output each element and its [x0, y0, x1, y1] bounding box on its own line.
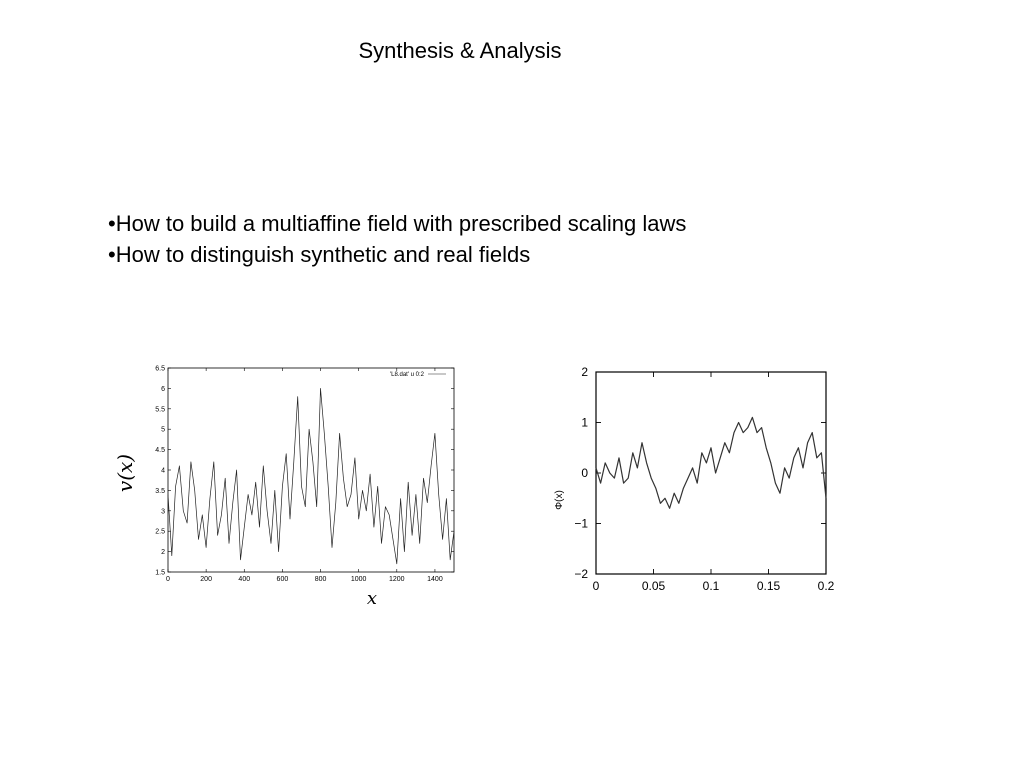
- bullet-list: [108, 208, 686, 270]
- x-tick-label: 200: [200, 576, 212, 583]
- bullet-item: •How to distinguish synthetic and real fields: [108, 242, 531, 267]
- x-tick-label: 400: [238, 576, 251, 583]
- y-axis-label: Φ(x): [554, 490, 565, 510]
- plot-frame: [168, 368, 454, 572]
- y-tick-label: 1.5: [155, 569, 165, 577]
- y-tick-label: 5.5: [155, 406, 165, 414]
- y-tick-label: 6.5: [155, 365, 165, 373]
- y-tick-label: 5: [161, 426, 165, 434]
- x-tick-label: 0: [592, 579, 600, 593]
- x-tick-label: 0.1: [702, 579, 720, 593]
- y-tick-label: 3.5: [155, 487, 165, 495]
- series-line: [168, 388, 454, 563]
- y-tick-label: 0: [581, 466, 588, 480]
- y-tick-label: 2: [581, 365, 588, 379]
- x-tick-label: 0.05: [641, 579, 666, 593]
- y-tick-label: 2.5: [155, 528, 165, 536]
- y-tick-label: 1: [581, 415, 588, 430]
- y-tick-label: 4: [161, 467, 165, 475]
- x-tick-label: 600: [276, 576, 289, 583]
- plot-frame: [596, 372, 826, 574]
- x-tick-label: 0.2: [817, 579, 835, 593]
- y-tick-label: −1: [574, 516, 588, 531]
- y-tick-label: 2: [161, 549, 165, 557]
- x-tick-label: 1000: [350, 576, 367, 583]
- y-axis-label: v(x): [113, 453, 137, 493]
- legend-label: 'L8.dat' u 0:2: [390, 372, 424, 378]
- velocity-chart: [110, 355, 470, 615]
- phi-chart: [540, 360, 850, 600]
- y-tick-label: 3: [161, 508, 165, 516]
- x-tick-label: 0.15: [756, 579, 781, 593]
- x-axis-label: x: [366, 588, 378, 609]
- y-tick-label: 6: [161, 385, 165, 393]
- y-tick-label: −2: [574, 567, 588, 581]
- x-tick-label: 800: [314, 576, 327, 583]
- bullet-item: •How to build a multiaffine field with prescribed scaling laws: [108, 211, 687, 236]
- slide-title: Synthesis & Analysis: [358, 38, 562, 63]
- x-tick-label: 1200: [389, 576, 405, 583]
- x-tick-label: 0: [166, 576, 170, 583]
- y-tick-label: 4.5: [155, 447, 165, 455]
- x-tick-label: 1400: [427, 576, 443, 583]
- series-line: [596, 417, 826, 508]
